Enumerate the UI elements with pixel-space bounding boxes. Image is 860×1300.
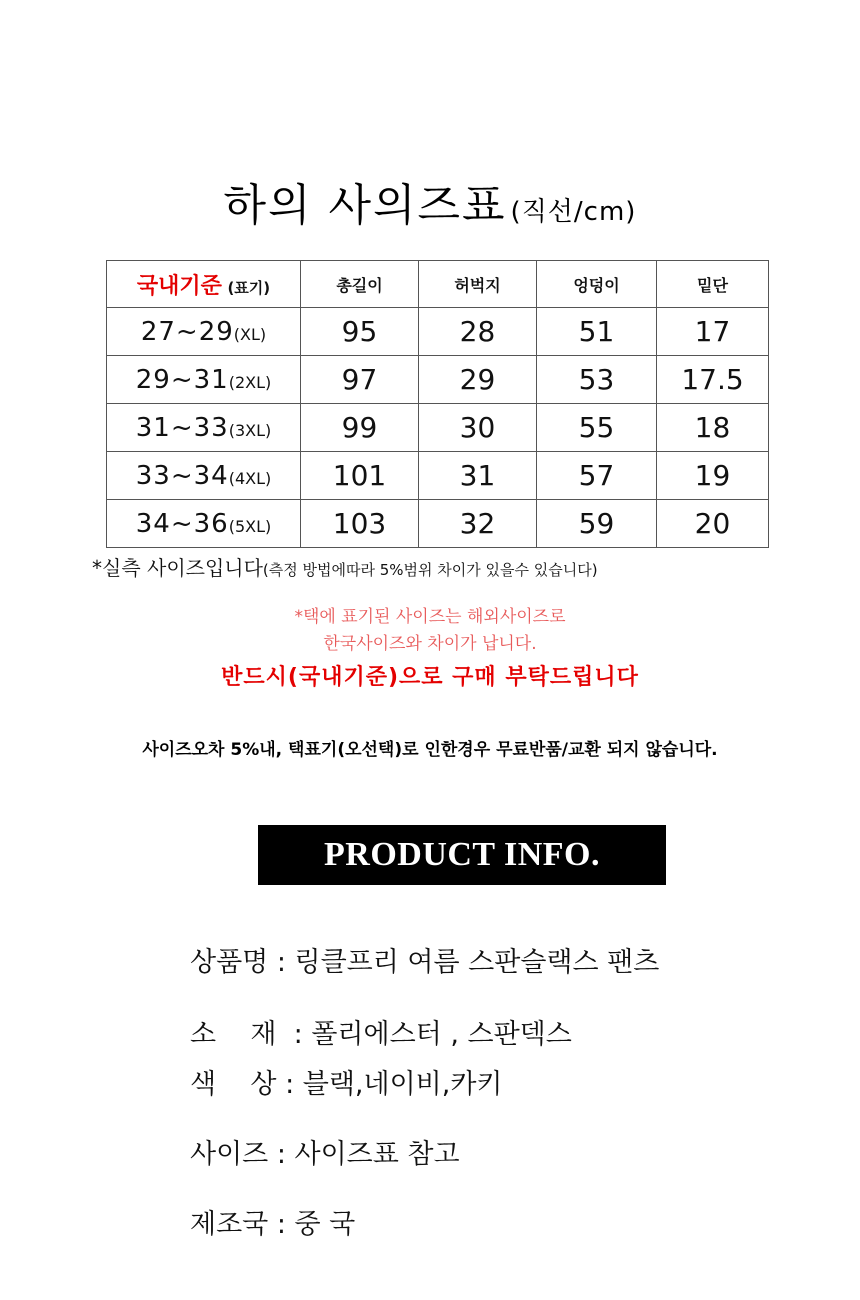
cell-hem: 18 <box>657 404 769 452</box>
size-range: 29~31 <box>135 364 229 395</box>
size-table <box>106 260 769 548</box>
row-size-label <box>107 500 301 548</box>
row-size-label <box>107 452 301 500</box>
size-code: (4XL) <box>228 468 272 488</box>
return-disclaimer: 사이즈오차 5%내, 택표기(오선택)로 인한경우 무료반품/교환 되지 않습니다. <box>142 740 718 760</box>
row-size-label <box>107 404 301 452</box>
header-hip: 엉덩이 <box>537 261 657 308</box>
info-size: 사이즈 : 사이즈표 참고 <box>190 1139 460 1170</box>
info-origin: 제조국 : 중 국 <box>190 1209 356 1240</box>
row-size-label <box>107 308 301 356</box>
cell-hem: 20 <box>657 500 769 548</box>
cell-total-length: 95 <box>301 308 419 356</box>
size-range: 34~36 <box>135 508 229 539</box>
cell-thigh: 30 <box>419 404 537 452</box>
basis-label: 국내기준 <box>136 273 222 299</box>
cell-total-length: 101 <box>301 452 419 500</box>
cell-hip: 55 <box>537 404 657 452</box>
cell-hip: 59 <box>537 500 657 548</box>
title-unit: (직선/cm) <box>510 197 637 227</box>
row-size-label <box>107 356 301 404</box>
table-row <box>107 404 769 452</box>
cell-total-length: 97 <box>301 356 419 404</box>
header-basis <box>107 261 301 308</box>
header-hem: 밑단 <box>657 261 769 308</box>
cell-hip: 53 <box>537 356 657 404</box>
cell-thigh: 32 <box>419 500 537 548</box>
size-range: 33~34 <box>135 460 229 491</box>
cell-hem: 17 <box>657 308 769 356</box>
size-range: 31~33 <box>135 412 229 443</box>
size-chart-title <box>0 176 860 245</box>
size-code: (3XL) <box>228 420 272 440</box>
tag-size-warning <box>0 604 860 658</box>
tag-size-warning-line2: 한국사이즈와 차이가 납니다. <box>323 634 537 654</box>
size-range: 27~29 <box>140 316 234 347</box>
header-thigh: 허벅지 <box>419 261 537 308</box>
cell-thigh: 31 <box>419 452 537 500</box>
basis-sub-label: (표기) <box>227 278 271 297</box>
header-total-length: 총길이 <box>301 261 419 308</box>
table-row <box>107 308 769 356</box>
title-main: 하의 사의즈표 <box>223 180 507 231</box>
table-row <box>107 356 769 404</box>
purchase-notice: 반드시(국내기준)으로 구매 부탁드립니다 <box>221 665 639 690</box>
table-row <box>107 500 769 548</box>
size-code: (2XL) <box>228 372 272 392</box>
info-color: 색 상 : 블랙,네이비,카키 <box>190 1069 503 1100</box>
size-table-header <box>107 261 769 308</box>
cell-total-length: 99 <box>301 404 419 452</box>
cell-hem: 19 <box>657 452 769 500</box>
size-code: (5XL) <box>228 516 272 536</box>
size-code: (XL) <box>233 324 267 344</box>
table-row <box>107 452 769 500</box>
cell-hip: 51 <box>537 308 657 356</box>
info-material: 소 재 : 폴리에스터 , 스판덱스 <box>190 1019 572 1050</box>
cell-hem: 17.5 <box>657 356 769 404</box>
tag-size-warning-line1: *택에 표기된 사이즈는 해외사이즈로 <box>294 607 566 627</box>
measurement-note <box>92 552 598 581</box>
measurement-note-main: *실측 사이즈입니다 <box>92 556 263 580</box>
cell-total-length: 103 <box>301 500 419 548</box>
info-product-name: 상품명 : 링클프리 여름 스판슬랙스 팬츠 <box>190 947 660 978</box>
product-info-banner: PRODUCT INFO. <box>258 825 666 885</box>
cell-hip: 57 <box>537 452 657 500</box>
cell-thigh: 29 <box>419 356 537 404</box>
cell-thigh: 28 <box>419 308 537 356</box>
measurement-note-detail: (측정 방법에따라 5%범위 차이가 있을수 있습니다) <box>262 561 598 579</box>
